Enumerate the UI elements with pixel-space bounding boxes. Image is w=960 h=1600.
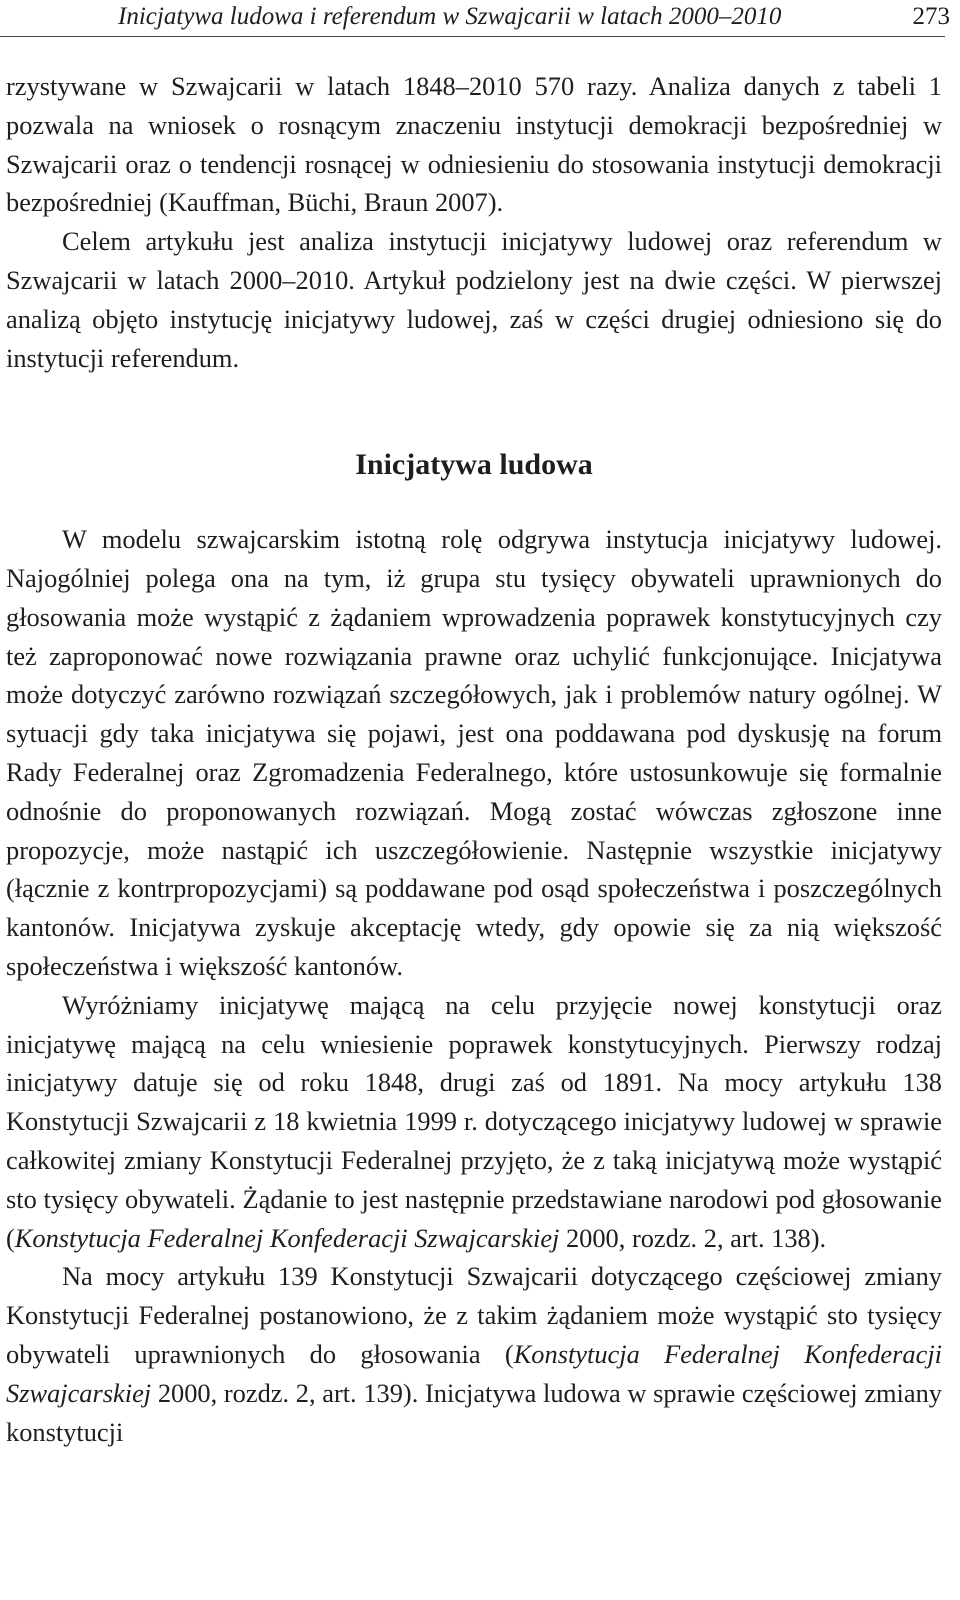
paragraph-4-tail: 2000, rozdz. 2, art. 138). xyxy=(559,1222,827,1253)
paragraph-4 xyxy=(6,986,942,1258)
paragraph-3: W modelu szwajcarskim istotną rolę odgrywa instytucja inicjatywy ludowej. Najogólniej polega ona na tym, iż grupa stu tysięcy obywateli uprawnionych do głosowania może wystąpić z żądaniem wprowadzenia poprawek konstytucyjnych czy też zaproponować nowe rozwiązania prawne oraz uchylić funkcjonujące. Inicjatywa może dotyczyć zarówno rozwiązań szczegółowych, jak i problemów natury ogólnej. W sytuacji gdy taka inicjatywa się pojawi, jest ona poddawana pod dyskusję na forum Rady Federalnej oraz Zgromadzenia Federalnego, które ustosunkowuje się formalnie odnośnie do proponowanych rozwiązań. Mogą zostać wówczas zgłoszone inne propozycje, może nastąpić ich uszczegółowienie. Następnie wszystkie inicjatywy (łącznie z kontrpropozycjami) są poddawane pod osąd społeczeństwa i poszczególnych kantonów. Inicjatywa zyskuje akceptację wtedy, gdy opowie się za nią większość społeczeństwa i większość kantonów. xyxy=(6,524,942,981)
paragraph-5-tail: 2000, rozdz. 2, art. 139). Inicjatywa ludowa w sprawie częściowej zmiany konstytucji xyxy=(6,1377,942,1447)
paragraph-4-citation: Konstytucja Federalnej Konfederacji Szwajcarskiej xyxy=(14,1222,560,1253)
running-head xyxy=(0,0,950,40)
header-rule xyxy=(0,36,945,37)
paragraph-1: rzystywane w Szwajcarii w latach 1848–2010 570 razy. Analiza danych z tabeli 1 pozwala na wniosek o rosnącym znaczeniu instytucji demokracji bezpośredniej w Szwajcarii oraz o tendencji rosnącej w odniesieniu do stosowania instytucji demokracji bezpośredniej (Kauffman, Büchi, Braun 2007). xyxy=(6,71,942,218)
paragraph-4-main: Wyróżniamy inicjatywę mającą na celu przyjęcie nowej konstytucji oraz inicjatywę mającą na celu wniesienie poprawek konstytucyjnych. Pierwszy rodzaj inicjatywy datuje się od roku 1848, drugi zaś od 1891. Na mocy artykułu 138 Konstytucji Szwajcarii z 18 kwietnia 1999 r. dotyczącego inicjatywy ludowej w sprawie całkowitej zmiany Konstytucji Federalnej przyjęto, że z taką inicjatywą może wystąpić sto tysięcy obywateli. Żądanie to jest następnie przedstawiane narodowi pod głosowanie ( xyxy=(6,989,942,1253)
body-text xyxy=(6,67,942,1451)
running-title: Inicjatywa ludowa i referendum w Szwajcarii w latach 2000–2010 xyxy=(118,3,782,30)
section-title: Inicjatywa ludowa xyxy=(355,448,593,482)
paragraph-2: Celem artykułu jest analiza instytucji inicjatywy ludowej oraz referendum w Szwajcarii w latach 2000–2010. Artykuł podzielony jest na dwie części. W pierwszej analizą objęto instytucję inicjatywy ludowej, zaś w części drugiej odniesiono się do instytucji referendum. xyxy=(6,226,942,373)
paragraph-5-citation: Konstytucja Federalnej Konfederacji Szwajcarskiej xyxy=(6,1338,942,1408)
page-number: 273 xyxy=(912,3,950,30)
paragraph-5-main: Na mocy artykułu 139 Konstytucji Szwajcarii dotyczącego częściowej zmiany Konstytucji Federalnej postanowiono, że z takim żądaniem może wystąpić sto tysięcy obywateli uprawnionych do głosowania ( xyxy=(6,1261,942,1369)
paragraph-5 xyxy=(6,1257,942,1451)
